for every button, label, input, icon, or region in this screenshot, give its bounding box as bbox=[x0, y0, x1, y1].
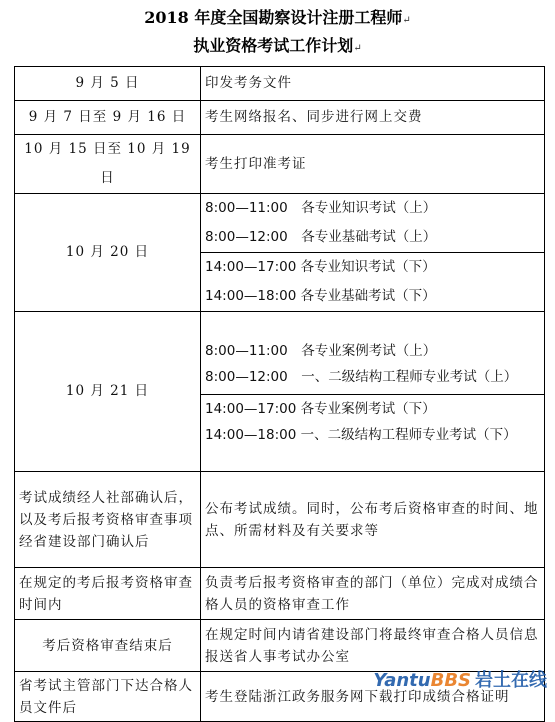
date-cell: 9 月 7 日至 9 月 16 日 bbox=[15, 101, 201, 135]
task-cell: 在规定时间内请省建设部门将最终审查合格人员信息报送省人事考试办公室 bbox=[201, 620, 545, 672]
date-cell: 10 月 21 日 bbox=[15, 312, 201, 472]
task-cell: 公布考试成绩。同时，公布考后资格审查的时间、地点、所需材料及有关要求等 bbox=[201, 472, 545, 568]
table-row bbox=[15, 620, 545, 672]
session-line: 8:00—11:00 各专业知识考试（上） bbox=[205, 200, 437, 216]
task-cell: 考生打印准考证 bbox=[201, 135, 545, 194]
date-cell: 10 月 15 日至 10 月 19 日 bbox=[15, 135, 201, 194]
table-row bbox=[15, 135, 545, 194]
condition-cell: 省考试主管部门下达合格人员文件后 bbox=[15, 672, 201, 722]
task-cell: 负责考后报考资格审查的部门（单位）完成对成绩合格人员的资格审查工作 bbox=[201, 568, 545, 620]
site-watermark-logo: YantuBBS 岩土在线 bbox=[373, 670, 547, 691]
task-cell: 考生网络报名、同步进行网上交费 bbox=[201, 101, 545, 135]
table-row bbox=[15, 568, 545, 620]
condition-cell: 考后资格审查结束后 bbox=[15, 620, 201, 672]
session-line: 8:00—11:00 各专业案例考试（上） bbox=[205, 343, 437, 359]
session-line: 8:00—12:00 一、二级结构工程师专业考试（上） bbox=[205, 369, 518, 385]
doc-title-line1: 2018 年度全国勘察设计注册工程师↵ bbox=[144, 8, 411, 27]
session-line: 14:00—18:00 各专业基础考试（下） bbox=[205, 288, 436, 304]
session-line: 14:00—17:00 各专业案例考试（下） bbox=[201, 394, 544, 424]
session-line: 14:00—18:00 一、二级结构工程师专业考试（下） bbox=[205, 427, 517, 443]
condition-cell: 考试成绩经人社部确认后，以及考后报考资格审查事项经省建设部门确认后 bbox=[15, 472, 201, 568]
table-row bbox=[15, 312, 545, 472]
task-cell bbox=[201, 194, 545, 312]
table-row bbox=[15, 67, 545, 101]
session-line: 8:00—12:00 各专业基础考试（上） bbox=[205, 229, 437, 245]
task-cell: 印发考务文件 bbox=[201, 67, 545, 101]
date-cell: 10 月 20 日 bbox=[15, 194, 201, 312]
table-row bbox=[15, 101, 545, 135]
doc-title-line2: 执业资格考试工作计划↵ bbox=[193, 36, 362, 55]
table-row bbox=[15, 194, 545, 312]
task-cell: 考生登陆浙江政务服务网下载打印成绩合格证明 bbox=[201, 672, 545, 722]
date-cell: 9 月 5 日 bbox=[15, 67, 201, 101]
schedule-table bbox=[14, 66, 545, 722]
task-cell bbox=[201, 312, 545, 472]
condition-cell: 在规定的考后报考资格审查时间内 bbox=[15, 568, 201, 620]
session-line: 14:00—17:00 各专业知识考试（下） bbox=[201, 252, 544, 282]
table-row bbox=[15, 472, 545, 568]
